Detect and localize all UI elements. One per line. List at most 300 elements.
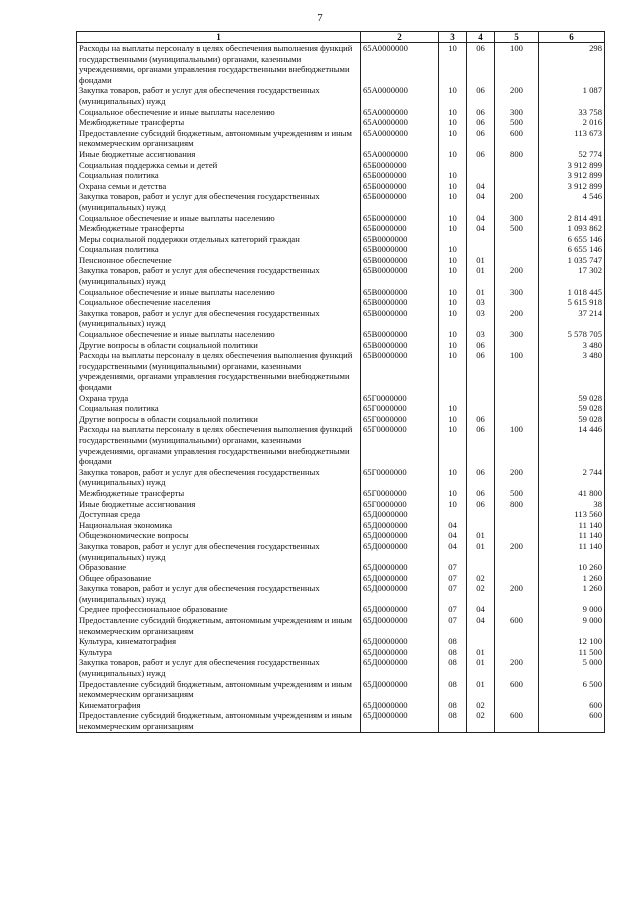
cell-name: Доступная среда [77, 509, 361, 520]
cell-subsection [467, 520, 495, 531]
page-number: 7 [317, 12, 323, 24]
cell-name: Межбюджетные трансферты [77, 117, 361, 128]
cell-code: 65Б0000000 [361, 170, 439, 181]
cell-name: Меры социальной поддержки отдельных категорий граждан [77, 234, 361, 245]
cell-subsection: 06 [467, 488, 495, 499]
cell-amount: 10 260 [539, 562, 605, 573]
cell-section: 10 [439, 467, 467, 488]
cell-section: 10 [439, 424, 467, 466]
cell-code: 65Д0000000 [361, 583, 439, 604]
cell-code: 65В0000000 [361, 287, 439, 298]
cell-amount: 5 000 [539, 657, 605, 678]
cell-section: 10 [439, 128, 467, 149]
cell-name: Закупка товаров, работ и услуг для обеспечения государственных (муниципальных) нужд [77, 541, 361, 562]
cell-section: 10 [439, 287, 467, 298]
table-row [77, 149, 605, 160]
cell-type: 200 [495, 191, 539, 212]
table-row [77, 636, 605, 647]
cell-name: Другие вопросы в области социальной политики [77, 414, 361, 425]
table-header-row [77, 32, 605, 43]
cell-subsection: 01 [467, 530, 495, 541]
cell-section: 10 [439, 43, 467, 86]
cell-type [495, 647, 539, 658]
table-row [77, 615, 605, 636]
cell-subsection [467, 234, 495, 245]
cell-type: 300 [495, 213, 539, 224]
cell-code: 65В0000000 [361, 329, 439, 340]
cell-type [495, 530, 539, 541]
cell-code: 65А0000000 [361, 149, 439, 160]
cell-subsection: 02 [467, 710, 495, 732]
cell-code: 65Д0000000 [361, 679, 439, 700]
cell-type: 200 [495, 467, 539, 488]
cell-type: 600 [495, 710, 539, 732]
cell-type [495, 636, 539, 647]
cell-amount: 1 260 [539, 573, 605, 584]
cell-section [439, 509, 467, 520]
cell-type: 200 [495, 583, 539, 604]
cell-code: 65Д0000000 [361, 604, 439, 615]
cell-subsection: 06 [467, 85, 495, 106]
cell-subsection: 06 [467, 414, 495, 425]
cell-name: Социальная политика [77, 244, 361, 255]
table-row [77, 117, 605, 128]
cell-code: 65Д0000000 [361, 573, 439, 584]
table-row [77, 647, 605, 658]
table-row [77, 679, 605, 700]
cell-amount: 5 615 918 [539, 297, 605, 308]
cell-amount: 6 500 [539, 679, 605, 700]
cell-amount: 1 093 862 [539, 223, 605, 234]
cell-name: Предоставление субсидий бюджетным, автономным учреждениям и иным некоммерческим организациям [77, 679, 361, 700]
table-row [77, 170, 605, 181]
cell-subsection: 04 [467, 191, 495, 212]
cell-amount: 2 016 [539, 117, 605, 128]
cell-code: 65Г0000000 [361, 393, 439, 404]
cell-amount: 5 578 705 [539, 329, 605, 340]
cell-section: 10 [439, 340, 467, 351]
cell-type: 500 [495, 223, 539, 234]
table-row [77, 530, 605, 541]
cell-section [439, 234, 467, 245]
cell-section: 04 [439, 530, 467, 541]
cell-section: 04 [439, 541, 467, 562]
cell-name: Охрана семьи и детства [77, 181, 361, 192]
cell-name: Закупка товаров, работ и услуг для обеспечения государственных (муниципальных) нужд [77, 265, 361, 286]
cell-name: Закупка товаров, работ и услуг для обеспечения государственных (муниципальных) нужд [77, 467, 361, 488]
cell-type [495, 604, 539, 615]
table-row [77, 265, 605, 286]
cell-subsection: 03 [467, 308, 495, 329]
cell-name: Национальная экономика [77, 520, 361, 531]
cell-amount: 3 912 899 [539, 170, 605, 181]
cell-type [495, 255, 539, 266]
table-row [77, 541, 605, 562]
cell-code: 65Б0000000 [361, 160, 439, 171]
cell-type: 800 [495, 499, 539, 510]
table-row [77, 160, 605, 171]
cell-subsection [467, 403, 495, 414]
table-row [77, 520, 605, 531]
table-row [77, 107, 605, 118]
table-row [77, 329, 605, 340]
table-row [77, 128, 605, 149]
table-row [77, 244, 605, 255]
cell-amount: 1 087 [539, 85, 605, 106]
cell-code: 65А0000000 [361, 117, 439, 128]
table-row [77, 393, 605, 404]
cell-amount: 38 [539, 499, 605, 510]
cell-name: Общее образование [77, 573, 361, 584]
cell-type [495, 562, 539, 573]
cell-type [495, 520, 539, 531]
cell-amount: 33 758 [539, 107, 605, 118]
cell-type [495, 700, 539, 711]
cell-amount: 6 655 146 [539, 244, 605, 255]
cell-code: 65В0000000 [361, 308, 439, 329]
cell-section: 10 [439, 308, 467, 329]
cell-type [495, 340, 539, 351]
header-col-1: 1 [77, 32, 361, 43]
cell-amount: 600 [539, 700, 605, 711]
cell-code: 65Д0000000 [361, 509, 439, 520]
cell-subsection: 01 [467, 287, 495, 298]
cell-name: Закупка товаров, работ и услуг для обеспечения государственных (муниципальных) нужд [77, 583, 361, 604]
cell-name: Иные бюджетные ассигнования [77, 499, 361, 510]
cell-section: 08 [439, 636, 467, 647]
cell-amount: 59 028 [539, 393, 605, 404]
cell-subsection [467, 170, 495, 181]
cell-amount: 1 035 747 [539, 255, 605, 266]
cell-section: 10 [439, 244, 467, 255]
cell-name: Социальная поддержка семьи и детей [77, 160, 361, 171]
cell-section: 10 [439, 350, 467, 392]
cell-amount: 9 000 [539, 604, 605, 615]
cell-amount: 11 140 [539, 530, 605, 541]
cell-section: 08 [439, 710, 467, 732]
table-row [77, 181, 605, 192]
header-col-5: 5 [495, 32, 539, 43]
cell-name: Расходы на выплаты персоналу в целях обеспечения выполнения функций государственными (муниципальными) органами, казенными учреждениями, органами управления государственными внебюджетными фондами [77, 350, 361, 392]
cell-subsection: 01 [467, 255, 495, 266]
cell-code: 65Д0000000 [361, 647, 439, 658]
table-row [77, 191, 605, 212]
table-row [77, 488, 605, 499]
cell-code: 65В0000000 [361, 297, 439, 308]
cell-section: 10 [439, 85, 467, 106]
cell-subsection: 04 [467, 213, 495, 224]
cell-amount: 52 774 [539, 149, 605, 160]
cell-amount: 12 100 [539, 636, 605, 647]
cell-subsection [467, 160, 495, 171]
cell-name: Социальная политика [77, 403, 361, 414]
cell-name: Иные бюджетные ассигнования [77, 149, 361, 160]
cell-subsection: 01 [467, 657, 495, 678]
table-row [77, 287, 605, 298]
cell-section: 10 [439, 414, 467, 425]
cell-section: 10 [439, 488, 467, 499]
cell-amount: 1 260 [539, 583, 605, 604]
cell-amount: 37 214 [539, 308, 605, 329]
cell-name: Предоставление субсидий бюджетным, автономным учреждениям и иным некоммерческим организациям [77, 710, 361, 732]
table-row [77, 85, 605, 106]
cell-amount: 11 140 [539, 541, 605, 562]
cell-amount: 17 302 [539, 265, 605, 286]
cell-type [495, 573, 539, 584]
cell-type [495, 393, 539, 404]
cell-name: Межбюджетные трансферты [77, 223, 361, 234]
cell-subsection: 06 [467, 107, 495, 118]
cell-section: 10 [439, 181, 467, 192]
cell-type: 600 [495, 615, 539, 636]
cell-type: 100 [495, 43, 539, 86]
cell-amount: 600 [539, 710, 605, 732]
cell-name: Закупка товаров, работ и услуг для обеспечения государственных (муниципальных) нужд [77, 191, 361, 212]
cell-name: Расходы на выплаты персоналу в целях обеспечения выполнения функций государственными (муниципальными) органами, казенными учреждениями, органами управления государственными внебюджетными фондами [77, 43, 361, 86]
cell-code: 65В0000000 [361, 265, 439, 286]
cell-subsection: 06 [467, 340, 495, 351]
cell-type [495, 170, 539, 181]
table-row [77, 350, 605, 392]
table-row [77, 700, 605, 711]
cell-code: 65Б0000000 [361, 213, 439, 224]
cell-section: 10 [439, 213, 467, 224]
cell-type: 300 [495, 107, 539, 118]
header-col-2: 2 [361, 32, 439, 43]
cell-name: Закупка товаров, работ и услуг для обеспечения государственных (муниципальных) нужд [77, 657, 361, 678]
cell-code: 65Д0000000 [361, 636, 439, 647]
cell-type [495, 297, 539, 308]
cell-amount: 3 480 [539, 340, 605, 351]
cell-subsection [467, 562, 495, 573]
cell-name: Социальное обеспечение и иные выплаты населению [77, 213, 361, 224]
cell-type: 300 [495, 329, 539, 340]
cell-amount: 113 673 [539, 128, 605, 149]
cell-amount: 59 028 [539, 403, 605, 414]
table-row [77, 499, 605, 510]
cell-amount: 1 018 445 [539, 287, 605, 298]
cell-subsection: 03 [467, 297, 495, 308]
cell-name: Закупка товаров, работ и услуг для обеспечения государственных (муниципальных) нужд [77, 308, 361, 329]
table-row [77, 255, 605, 266]
cell-code: 65А0000000 [361, 128, 439, 149]
cell-amount: 6 655 146 [539, 234, 605, 245]
header-col-3: 3 [439, 32, 467, 43]
cell-subsection: 01 [467, 647, 495, 658]
cell-section [439, 393, 467, 404]
table-row [77, 562, 605, 573]
cell-subsection: 03 [467, 329, 495, 340]
cell-section: 07 [439, 583, 467, 604]
cell-amount: 2 744 [539, 467, 605, 488]
cell-amount: 41 800 [539, 488, 605, 499]
cell-section: 04 [439, 520, 467, 531]
cell-section: 08 [439, 647, 467, 658]
cell-subsection: 06 [467, 467, 495, 488]
cell-code: 65Д0000000 [361, 657, 439, 678]
table-row [77, 657, 605, 678]
header-col-4: 4 [467, 32, 495, 43]
cell-subsection: 01 [467, 541, 495, 562]
cell-section: 08 [439, 679, 467, 700]
cell-amount: 4 546 [539, 191, 605, 212]
cell-subsection: 06 [467, 424, 495, 466]
cell-subsection: 06 [467, 499, 495, 510]
cell-code: 65Б0000000 [361, 181, 439, 192]
table-row [77, 223, 605, 234]
cell-amount: 3 480 [539, 350, 605, 392]
cell-type [495, 403, 539, 414]
table-row [77, 424, 605, 466]
cell-subsection: 04 [467, 604, 495, 615]
cell-code: 65Б0000000 [361, 191, 439, 212]
cell-section: 08 [439, 657, 467, 678]
cell-code: 65В0000000 [361, 234, 439, 245]
cell-subsection: 01 [467, 265, 495, 286]
cell-name: Предоставление субсидий бюджетным, автономным учреждениям и иным некоммерческим организациям [77, 128, 361, 149]
cell-subsection: 06 [467, 117, 495, 128]
cell-amount: 59 028 [539, 414, 605, 425]
cell-name: Охрана труда [77, 393, 361, 404]
cell-type: 300 [495, 287, 539, 298]
cell-subsection: 06 [467, 149, 495, 160]
cell-subsection: 04 [467, 615, 495, 636]
cell-section: 10 [439, 499, 467, 510]
cell-code: 65Г0000000 [361, 414, 439, 425]
cell-amount: 3 912 899 [539, 160, 605, 171]
cell-type: 500 [495, 117, 539, 128]
cell-section: 08 [439, 700, 467, 711]
cell-name: Кинематография [77, 700, 361, 711]
cell-type: 500 [495, 488, 539, 499]
budget-table [76, 31, 605, 733]
cell-name: Социальное обеспечение и иные выплаты населению [77, 329, 361, 340]
cell-name: Другие вопросы в области социальной политики [77, 340, 361, 351]
cell-type: 100 [495, 424, 539, 466]
cell-section: 10 [439, 149, 467, 160]
cell-name: Закупка товаров, работ и услуг для обеспечения государственных (муниципальных) нужд [77, 85, 361, 106]
cell-code: 65Д0000000 [361, 530, 439, 541]
cell-section: 10 [439, 255, 467, 266]
cell-subsection [467, 393, 495, 404]
cell-code: 65В0000000 [361, 255, 439, 266]
cell-name: Образование [77, 562, 361, 573]
cell-type [495, 234, 539, 245]
table-row [77, 710, 605, 732]
table-row [77, 414, 605, 425]
cell-section: 10 [439, 297, 467, 308]
cell-subsection: 04 [467, 181, 495, 192]
cell-name: Социальное обеспечение и иные выплаты населению [77, 287, 361, 298]
cell-amount: 9 000 [539, 615, 605, 636]
cell-type: 200 [495, 541, 539, 562]
cell-section [439, 160, 467, 171]
cell-code: 65Д0000000 [361, 520, 439, 531]
cell-code: 65Д0000000 [361, 615, 439, 636]
cell-name: Социальная политика [77, 170, 361, 181]
cell-amount: 11 500 [539, 647, 605, 658]
cell-type [495, 414, 539, 425]
cell-type: 200 [495, 657, 539, 678]
cell-code: 65А0000000 [361, 43, 439, 86]
cell-section: 07 [439, 615, 467, 636]
cell-subsection: 01 [467, 679, 495, 700]
cell-code: 65Г0000000 [361, 403, 439, 414]
cell-type: 600 [495, 679, 539, 700]
cell-amount: 14 446 [539, 424, 605, 466]
cell-code: 65Д0000000 [361, 710, 439, 732]
cell-code: 65В0000000 [361, 350, 439, 392]
table-row [77, 573, 605, 584]
cell-name: Предоставление субсидий бюджетным, автономным учреждениям и иным некоммерческим организациям [77, 615, 361, 636]
cell-subsection: 02 [467, 573, 495, 584]
cell-code: 65Б0000000 [361, 223, 439, 234]
cell-code: 65Г0000000 [361, 499, 439, 510]
table-row [77, 234, 605, 245]
cell-section: 10 [439, 107, 467, 118]
cell-subsection: 06 [467, 350, 495, 392]
cell-name: Расходы на выплаты персоналу в целях обеспечения выполнения функций государственными (муниципальными) органами, казенными учреждениями, органами управления государственными внебюджетными фондами [77, 424, 361, 466]
cell-type [495, 244, 539, 255]
cell-name: Межбюджетные трансферты [77, 488, 361, 499]
table-row [77, 213, 605, 224]
cell-amount: 298 [539, 43, 605, 86]
cell-section: 10 [439, 329, 467, 340]
cell-name: Социальное обеспечение населения [77, 297, 361, 308]
cell-amount: 3 912 899 [539, 181, 605, 192]
cell-section: 10 [439, 265, 467, 286]
table-row [77, 403, 605, 414]
cell-type: 800 [495, 149, 539, 160]
table-row [77, 604, 605, 615]
table-row [77, 297, 605, 308]
cell-code: 65Д0000000 [361, 700, 439, 711]
cell-subsection: 04 [467, 223, 495, 234]
cell-subsection [467, 244, 495, 255]
cell-amount: 113 560 [539, 509, 605, 520]
cell-code: 65А0000000 [361, 107, 439, 118]
cell-name: Культура [77, 647, 361, 658]
table-row [77, 509, 605, 520]
cell-section: 07 [439, 562, 467, 573]
cell-type [495, 160, 539, 171]
cell-code: 65Д0000000 [361, 562, 439, 573]
cell-section: 10 [439, 191, 467, 212]
cell-subsection [467, 509, 495, 520]
cell-code: 65В0000000 [361, 340, 439, 351]
cell-subsection [467, 636, 495, 647]
cell-subsection: 06 [467, 43, 495, 86]
cell-code: 65Г0000000 [361, 467, 439, 488]
cell-amount: 2 814 491 [539, 213, 605, 224]
cell-type: 600 [495, 128, 539, 149]
cell-name: Общеэкономические вопросы [77, 530, 361, 541]
cell-name: Культура, кинематография [77, 636, 361, 647]
cell-section: 10 [439, 117, 467, 128]
cell-type [495, 181, 539, 192]
cell-name: Пенсионное обеспечение [77, 255, 361, 266]
cell-subsection: 02 [467, 700, 495, 711]
cell-section: 07 [439, 604, 467, 615]
cell-section: 10 [439, 170, 467, 181]
cell-type: 100 [495, 350, 539, 392]
cell-type: 200 [495, 308, 539, 329]
cell-code: 65Г0000000 [361, 424, 439, 466]
header-col-6: 6 [539, 32, 605, 43]
cell-subsection: 02 [467, 583, 495, 604]
table-row [77, 308, 605, 329]
cell-name: Среднее профессиональное образование [77, 604, 361, 615]
